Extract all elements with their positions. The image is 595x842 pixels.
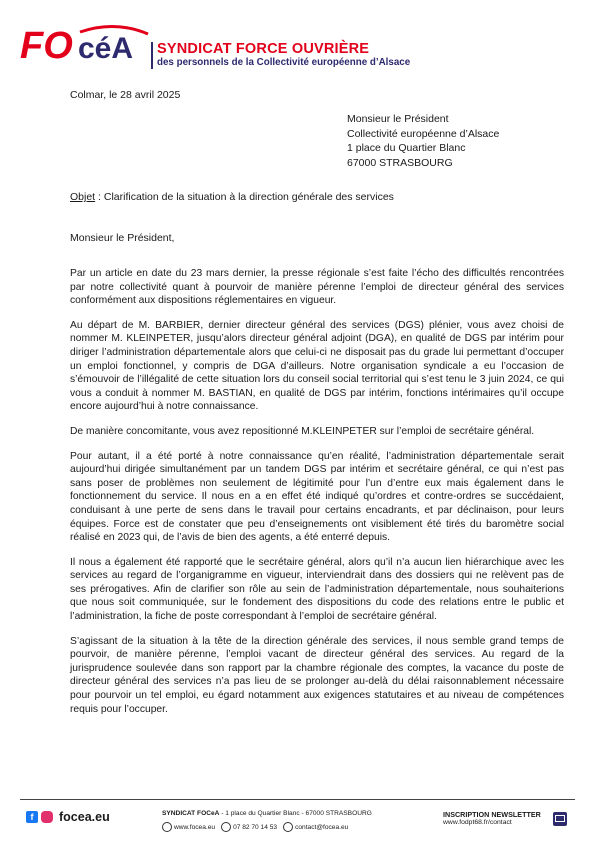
footer-site[interactable]: focea.eu [59, 810, 110, 824]
letter-object [70, 191, 394, 203]
paragraph: Il nous a également été rapporté que le secrétaire général, alors qu’il n’a aucun lien hiérarchique avec les services au regard de l’organigramme en vigueur, interviendrait dans des dossiers qui ne relèvent pas de ses prérogatives. Afin de clarifier son rôle au sein de l’administration départementale, nous souhaiterions que nous soit communiquée, sur le fondement des dispositions du code des relations entre le public et l’administration, la fiche de poste correspondant à l’emploi de secrétaire général. [70, 556, 564, 623]
email-text: contact@focea.eu [295, 823, 349, 831]
recipient-line: Collectivité européenne d’Alsace [347, 127, 500, 140]
recipient-line: 67000 STRASBOURG [347, 156, 453, 169]
globe-icon [162, 822, 172, 832]
newsletter-mail-icon[interactable] [553, 812, 567, 826]
footer-social [26, 810, 110, 824]
footer-email[interactable] [283, 822, 348, 832]
phone-text: 07 82 70 14 53 [233, 823, 278, 831]
footer-contact [162, 810, 372, 832]
newsletter-title: INSCRIPTION NEWSLETTER [443, 810, 541, 819]
paragraph: Au départ de M. BARBIER, dernier directeur général des services (DGS) plénier, vous avez choisi de nommer M. KLEINPETER, jusqu’alors directeur général adjoint (DGA), en qualité de DGS par intérim pour diriger l’administration départementale alors que celui-ci ne disposait pas du grade lui permettant d’occuper un emploi fonctionnel, y compris de DGA d’ailleurs. Notre organisation syndicale a eu l’occasion de s’émouvoir de l’illégalité de cette situation lors du conseil social territorial qui s’est tenu le 3 juin 2024, ce qui vous a conduit à nommer M. BASTIAN, en qualité de DGS par intérim, fonctions intérimaires qu’il occupe encore aujourd’hui à notre connaissance. [70, 319, 564, 413]
phone-icon [221, 822, 231, 832]
object-text: : Clarification de la situation à la direction générale des services [95, 191, 394, 203]
salutation: Monsieur le Président, [70, 232, 175, 244]
paragraph: Par un article en date du 23 mars dernier, la presse régionale s’est faite l’écho des difficultés rencontrées par notre collectivité quant à pourvoir de manière pérenne l’emploi de directeur général des services conformément aux dispositions réglementaires en vigueur. [70, 268, 564, 307]
header-divider [151, 42, 153, 69]
paragraph: De manière concomitante, vous avez repositionné M.KLEINPETER sur l’emploi de secrétaire général. [70, 425, 535, 437]
paragraph: Pour autant, il a été porté à notre connaissance qu’en réalité, l’administration départementale serait aujourd’hui dirigée simultanément par un tandem DGS par intérim et secrétaire général, ce qui n’est pas sans poser de problèmes non seulement de légitimité pour l’un d’entre eux mais également dans le fonctionnement du service. Il nous en a en effet été indiqué qu’ordres et contre-ordres se succédaient, conduisant à une perte de sens dans le travail pour certains encadrants, et par déclinaison, pour leurs équipes. Force est de constater que peu d’enseignements ont visiblement été tirés du baromètre social réalisé en 2023 qui, de l’avis de bien des agents, a été enterré depuis. [70, 450, 564, 544]
recipient-line: 1 place du Quartier Blanc [347, 142, 466, 154]
svg-text:céA: céA [78, 32, 134, 65]
web-text: www.focea.eu [174, 823, 216, 831]
svg-text:FO: FO [20, 25, 73, 67]
object-label: Objet [70, 191, 96, 203]
focea-logo [20, 20, 150, 68]
email-icon [283, 822, 293, 832]
footer-newsletter [443, 810, 541, 826]
footer-address [162, 810, 372, 817]
footer-web[interactable] [162, 822, 215, 832]
recipient-address [347, 112, 499, 170]
footer-phone [221, 822, 277, 832]
newsletter-url[interactable]: www.fodpt68.fr/contact [443, 819, 512, 826]
facebook-icon[interactable]: f [26, 811, 38, 823]
org-name: SYNDICAT FORCE OUVRIÈRE [157, 41, 370, 57]
letter-body [70, 267, 564, 727]
paragraph: S’agissant de la situation à la tête de la direction générale des services, il nous semble grand temps de pourvoir, de manière pérenne, l’emploi vacant de directeur général des services. Au regard de la jurisprudence soulevée dans son rapport par la chambre régionale des comptes, la vacance du poste de directeur général des services n’a pas lieu de se prolonger au-delà du délai raisonnablement nécessaire pour pourvoir un tel emploi, eu égard notamment aux exigences statutaires et au niveau de compétences requis pour l’occuper. [70, 635, 564, 715]
footer-divider [20, 799, 575, 800]
org-block [157, 42, 410, 69]
instagram-icon[interactable] [41, 811, 53, 823]
org-subtitle: des personnels de la Collectivité européenne d’Alsace [157, 57, 411, 68]
recipient-line: Monsieur le Président [347, 113, 449, 125]
place-date: Colmar, le 28 avril 2025 [70, 89, 181, 101]
footer-org: SYNDICAT FOCeA [162, 810, 220, 817]
footer-address-text: - 1 place du Quartier Blanc - 67000 STRASBOURG [219, 810, 372, 817]
